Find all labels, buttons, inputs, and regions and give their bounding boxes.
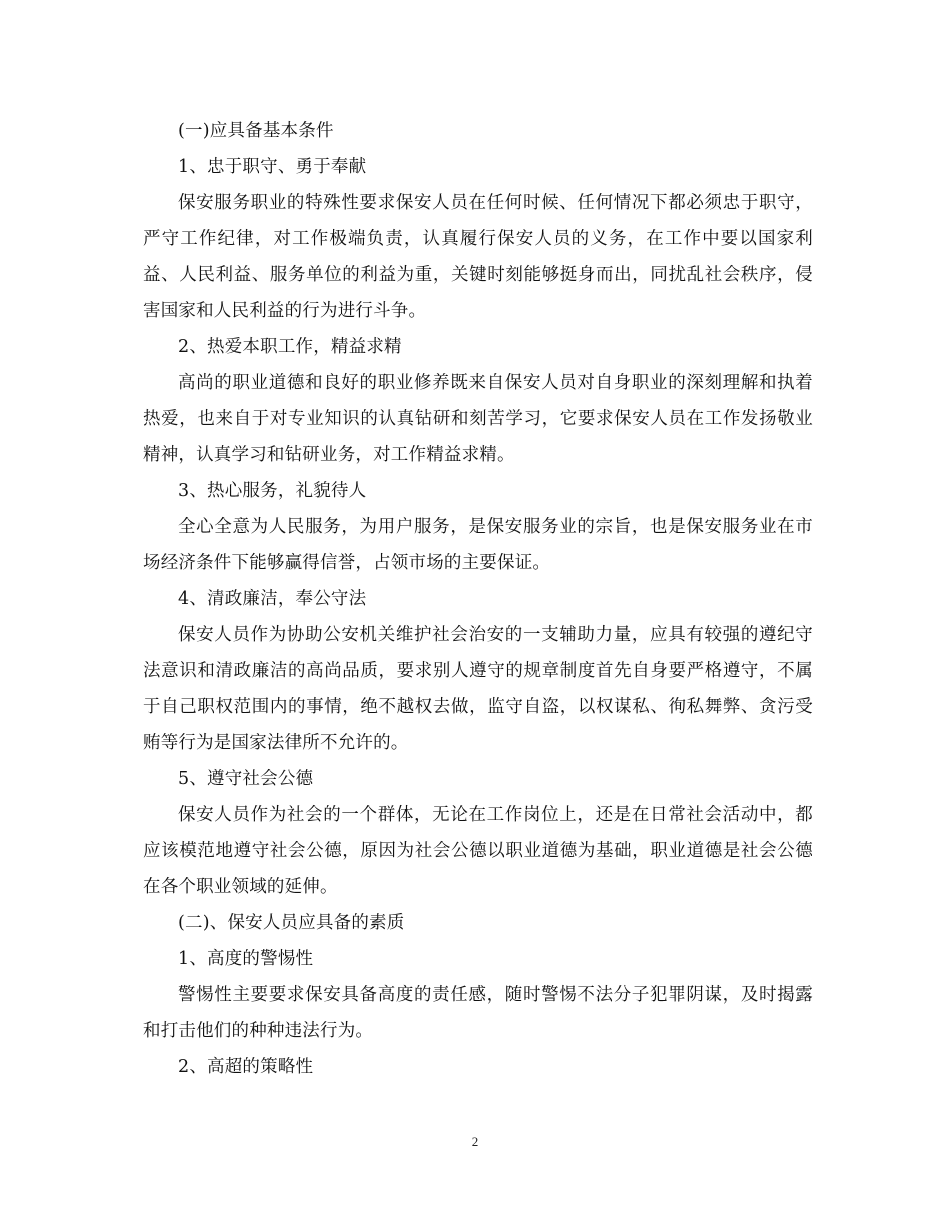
item-heading-strategy: 2、高超的策略性 [178, 1057, 314, 1077]
body-paragraph: 保安人员作为社会的一个群体，无论在工作岗位上，还是在日常社会活动中，都应该模范地遵守社会公德，原因为社会公德以职业道德为基础，职业道德是社会公德在各个职业领域的延伸。 [143, 805, 813, 897]
item-heading-4: 4、清政廉洁，奉公守法 [178, 589, 367, 609]
item-heading-2: 2、热爱本职工作，精益求精 [178, 337, 402, 357]
body-paragraph: 全心全意为人民服务，为用户服务，是保安服务业的宗旨，也是保安服务业在市场经济条件下能够赢得信誉，占领市场的主要保证。 [143, 517, 813, 573]
document-body [143, 113, 813, 1085]
section-heading-qualities: (二)、保安人员应具备的素质 [178, 913, 405, 933]
item-heading-5: 5、遵守社会公德 [178, 769, 314, 789]
page-number: 2 [471, 1134, 479, 1149]
body-paragraph: 高尚的职业道德和良好的职业修养既来自保安人员对自身职业的深刻理解和执着热爱，也来自于对专业知识的认真钻研和刻苦学习，它要求保安人员在工作发扬敬业精神，认真学习和钻研业务，对工作精益求精。 [143, 373, 813, 465]
item-heading-3: 3、热心服务，礼貌待人 [178, 481, 367, 501]
item-heading-1: 1、忠于职守、勇于奉献 [178, 157, 367, 177]
body-paragraph: 保安服务职业的特殊性要求保安人员在任何时候、任何情况下都必须忠于职守，严守工作纪律，对工作极端负责，认真履行保安人员的义务，在工作中要以国家利益、人民利益、服务单位的利益为重，关键时刻能够挺身而出，同扰乱社会秩序，侵害国家和人民利益的行为进行斗争。 [143, 193, 813, 321]
section-heading-basic-conditions: (一)应具备基本条件 [178, 121, 334, 141]
body-paragraph: 保安人员作为协助公安机关维护社会治安的一支辅助力量，应具有较强的遵纪守法意识和清政廉洁的高尚品质，要求别人遵守的规章制度首先自身要严格遵守，不属于自己职权范围内的事情，绝不越权去做，监守自盗，以权谋私、徇私舞弊、贪污受贿等行为是国家法律所不允许的。 [143, 625, 813, 753]
item-heading-vigilance: 1、高度的警惕性 [178, 949, 314, 969]
body-paragraph: 警惕性主要要求保安具备高度的责任感，随时警惕不法分子犯罪阴谋，及时揭露和打击他们的种种违法行为。 [143, 985, 813, 1041]
